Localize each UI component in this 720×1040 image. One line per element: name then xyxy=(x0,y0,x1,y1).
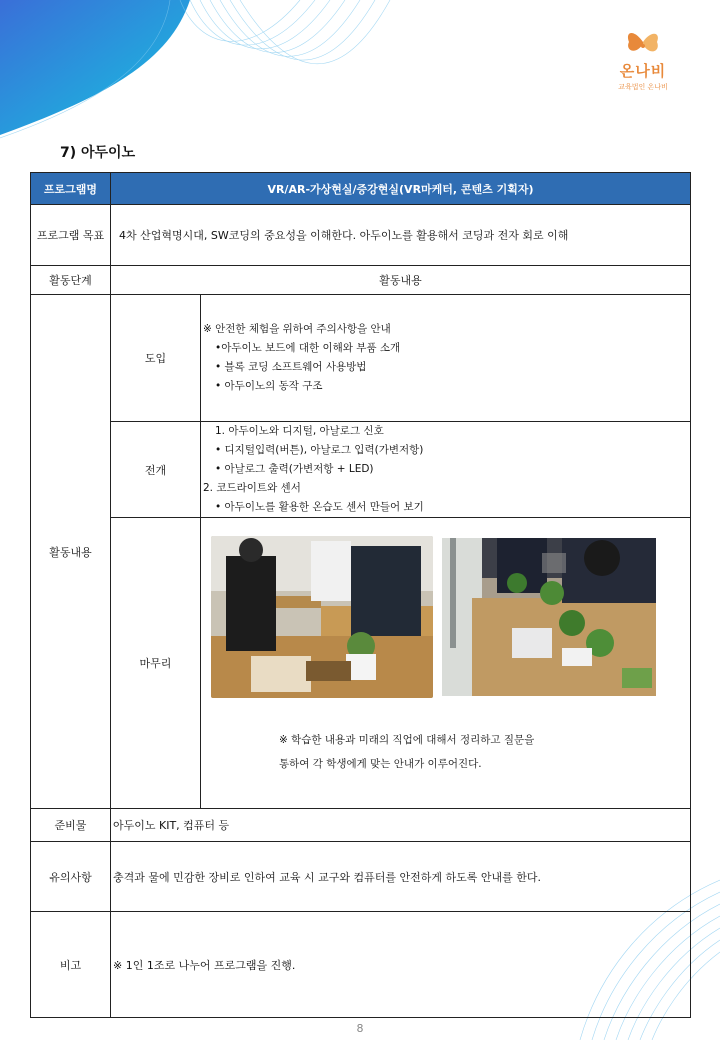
content-header: 활동내용 xyxy=(111,266,691,295)
section-title: 7) 아두이노 xyxy=(60,145,136,161)
intro-line: • 아두이노의 동작 구조 xyxy=(215,380,323,392)
program-name-label: 프로그램명 xyxy=(31,173,111,205)
develop-label: 전개 xyxy=(111,422,201,518)
prep-value: 아두이노 KIT, 컴퓨터 등 xyxy=(111,809,691,842)
finish-row xyxy=(31,518,691,809)
decorative-wave-top-left xyxy=(0,0,400,140)
logo-name: 온나비 xyxy=(619,62,667,80)
remark-label: 비고 xyxy=(31,912,111,1018)
goal-label: 프로그램 목표 xyxy=(31,205,111,266)
develop-line: 1. 아두이노와 디지털, 아날로그 신호 xyxy=(215,425,384,437)
activity-label: 활동내용 xyxy=(31,295,111,809)
caution-label: 유의사항 xyxy=(31,842,111,912)
stage-label: 활동단계 xyxy=(31,266,111,295)
logo xyxy=(605,26,685,96)
intro-line: •아두이노 보드에 대한 이해와 부품 소개 xyxy=(215,342,401,354)
finish-content xyxy=(201,518,691,809)
caution-row xyxy=(31,842,691,912)
develop-line: • 아날로그 출력(가변저항 + LED) xyxy=(215,463,374,475)
program-row xyxy=(31,173,691,205)
develop-line: 2. 코드라이트와 센서 xyxy=(203,482,301,494)
caution-value: 충격과 물에 민감한 장비로 인하여 교육 시 교구와 컴퓨터를 안전하게 하도록 안내를 한다. xyxy=(111,842,691,912)
intro-line: ※ 안전한 체험을 위하여 주의사항을 안내 xyxy=(203,323,391,335)
intro-line: • 블록 코딩 소프트웨어 사용방법 xyxy=(215,361,367,373)
goal-row xyxy=(31,205,691,266)
program-table xyxy=(30,172,691,1018)
intro-label: 도입 xyxy=(111,295,201,422)
finish-note-line-2: 통하여 각 학생에게 맞는 안내가 이루어진다. xyxy=(279,758,482,770)
goal-value: 4차 산업혁명시대, SW코딩의 중요성을 이해한다. 아두이노를 활용해서 코딩과 전자 회로 이해 xyxy=(111,205,691,266)
stage-row xyxy=(31,266,691,295)
develop-line: • 디지털입력(버튼), 아날로그 입력(가변저항) xyxy=(215,444,424,456)
intro-content xyxy=(201,295,691,422)
develop-row xyxy=(31,422,691,518)
logo-subtitle: 교육법인 온나비 xyxy=(618,83,668,91)
finish-label: 마무리 xyxy=(111,518,201,809)
develop-content xyxy=(201,422,691,518)
finish-note-line-1: ※ 학습한 내용과 미래의 직업에 대해서 정리하고 질문을 xyxy=(279,734,535,746)
photo-classroom-activity xyxy=(211,536,433,698)
page-number: 8 xyxy=(356,1022,364,1035)
program-name-value: VR/AR-가상현실/증강현실(VR마케터, 콘텐츠 기획자) xyxy=(111,173,691,205)
prep-label: 준비물 xyxy=(31,809,111,842)
remark-row xyxy=(31,912,691,1018)
intro-row xyxy=(31,295,691,422)
butterfly-icon xyxy=(623,26,663,58)
develop-line: • 아두이노를 활용한 온습도 센서 만들어 보기 xyxy=(215,501,424,513)
photo-students-sensor-project xyxy=(442,536,656,698)
remark-value: ※ 1인 1조로 나누어 프로그램을 진행. xyxy=(111,912,691,1018)
prep-row xyxy=(31,809,691,842)
